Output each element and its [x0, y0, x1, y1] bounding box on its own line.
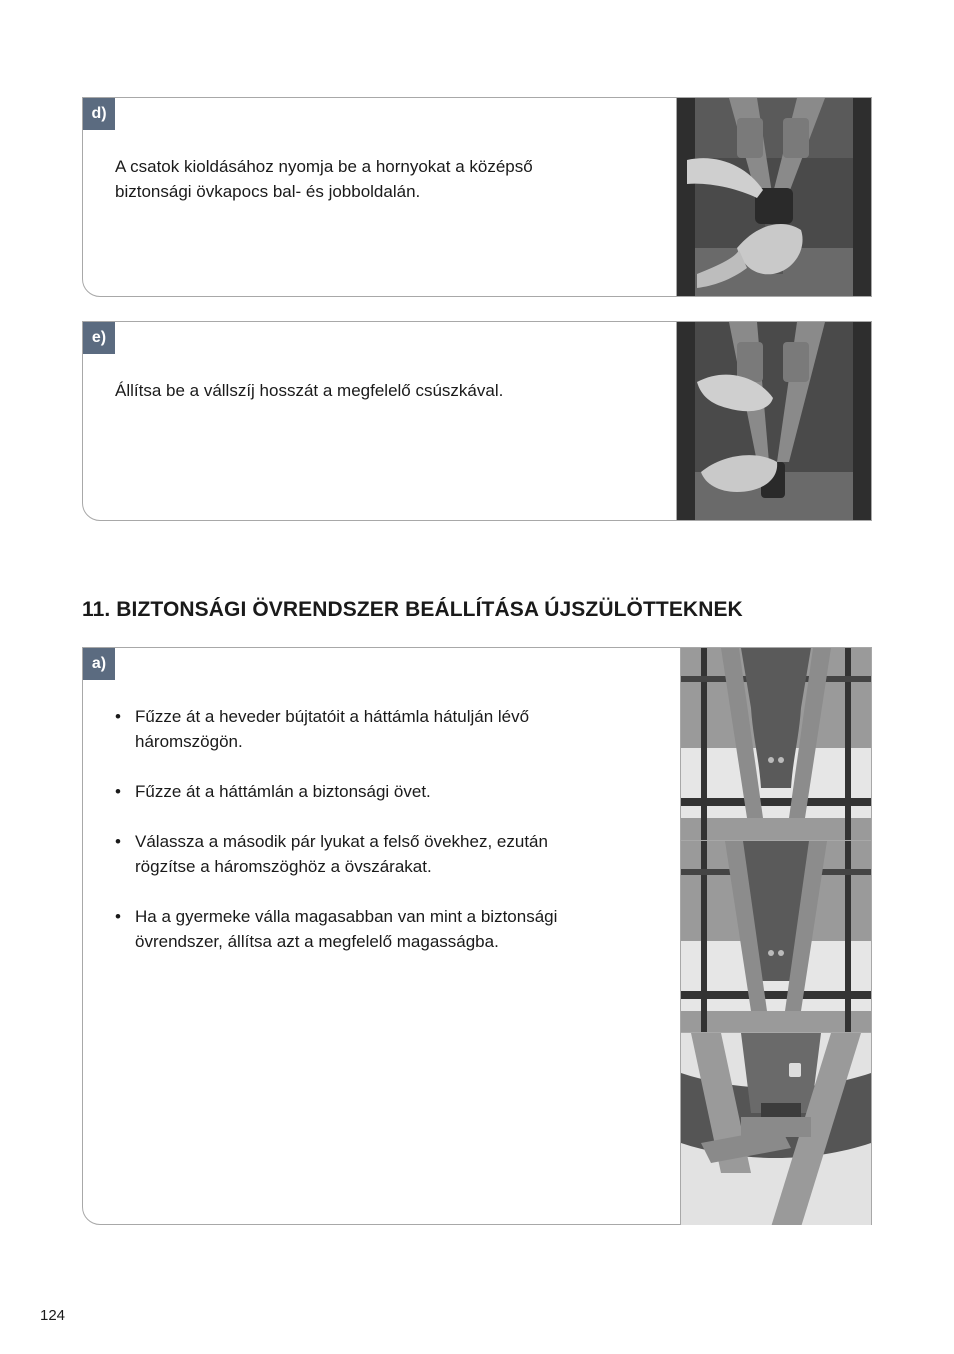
photo-harness-closeup — [681, 1032, 871, 1225]
harness-back-illustration — [681, 648, 871, 840]
step-badge-a: a) — [83, 648, 115, 680]
list-item — [115, 779, 635, 804]
shoulder-strap-illustration — [677, 322, 871, 520]
step-badge-e: e) — [83, 322, 115, 354]
photo-harness-back-1 — [681, 648, 871, 840]
list-item — [115, 704, 635, 754]
step-badge-d: d) — [83, 98, 115, 130]
list-item — [115, 904, 635, 954]
bullet-line: Fűzze át a háttámlán a biztonsági övet. — [135, 782, 431, 801]
page-number: 124 — [40, 1307, 66, 1324]
bullet-line: Ha a gyermeke válla magasabban van mint a biztonsági — [135, 907, 558, 926]
instruction-panel-d — [82, 97, 872, 297]
harness-closeup-illustration — [681, 1033, 871, 1225]
instruction-line: Állítsa be a vállszíj hosszát a megfelelő csúszkával. — [115, 381, 504, 400]
instruction-text-d — [115, 154, 533, 204]
bullet-icon: • — [115, 782, 121, 801]
bullet-line: háromszögön. — [135, 732, 243, 751]
photo-harness-back-2 — [681, 840, 871, 1033]
instruction-panel-e — [82, 321, 872, 521]
instruction-line: A csatok kioldásához nyomja be a hornyokat a középső — [115, 157, 533, 176]
instruction-text-e — [115, 378, 503, 403]
bullet-icon: • — [115, 832, 121, 851]
photo-stack-harness — [680, 648, 871, 1224]
photo-shoulder-strap-adjust — [676, 322, 871, 520]
bullet-icon: • — [115, 707, 121, 726]
bullet-icon: • — [115, 907, 121, 926]
buckle-release-illustration — [677, 98, 871, 296]
instruction-panel-a — [82, 647, 872, 1225]
bullet-line: Fűzze át a heveder bújtatóit a háttámla hátulján lévő — [135, 707, 530, 726]
list-item — [115, 829, 635, 879]
photo-buckle-release — [676, 98, 871, 296]
chapter-heading: 11. BIZTONSÁGI ÖVRENDSZER BEÁLLÍTÁSA ÚJSZÜLÖTTEKNEK — [82, 598, 743, 621]
instruction-line: biztonsági övkapocs bal- és jobboldalán. — [115, 182, 421, 201]
bullet-line: rögzítse a háromszöghöz a övszárakat. — [135, 857, 432, 876]
instruction-bullet-list — [115, 704, 635, 979]
harness-back-illustration — [681, 841, 871, 1033]
bullet-line: övrendszer, állítsa azt a megfelelő magasságba. — [135, 932, 499, 951]
bullet-line: Válassza a második pár lyukat a felső övekhez, ezután — [135, 832, 548, 851]
